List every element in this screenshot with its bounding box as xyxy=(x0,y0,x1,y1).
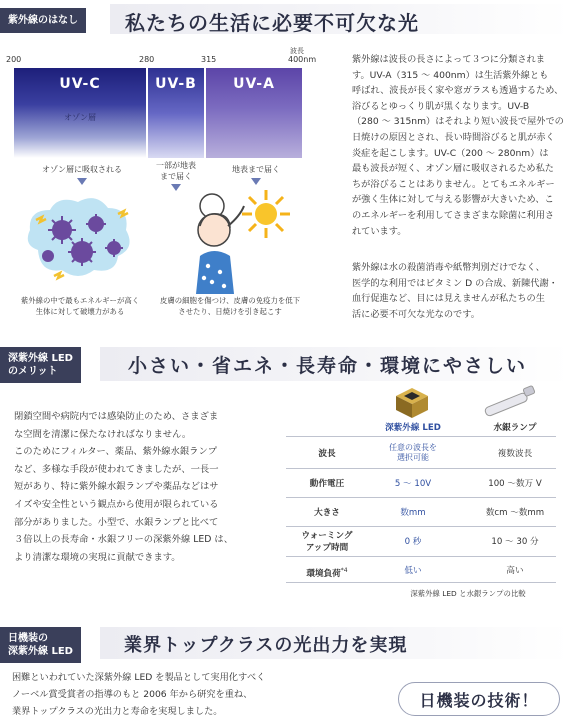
band-uvb-label: UV-B xyxy=(155,76,197,92)
text-line: ちが浴びることはありません。とてもエネルギー xyxy=(352,178,555,190)
text-line: ３倍以上の長寿命・水銀フリーの深紫外線 LED は、 xyxy=(14,534,233,546)
table-divider xyxy=(286,526,556,527)
section-tech-header xyxy=(0,624,570,664)
row-label-size: 大きさ xyxy=(314,508,340,518)
text-line: など、多様な手段が使われてきましたが、一長一 xyxy=(14,463,219,475)
row-label-warmup: ウォーミング アップ時間 xyxy=(301,531,353,553)
tick-315: 315 xyxy=(201,55,217,64)
row-label-environment-text: 環境負荷 xyxy=(306,568,341,579)
table-divider xyxy=(286,582,556,583)
mercury-lamp-icon xyxy=(480,384,540,418)
lamp-voltage: 100 ～数万 V xyxy=(488,479,542,489)
tick-200: 200 xyxy=(6,55,22,64)
band-uva-label: UV-A xyxy=(233,76,275,92)
led-warmup: 0 秒 xyxy=(404,537,422,547)
band-uvb xyxy=(148,68,204,158)
lamp-wavelength: 複数波長 xyxy=(497,449,533,459)
text-line: 部分がありました。小型で、水銀ランプと比べて xyxy=(14,516,219,528)
section-tag-line: のメリット xyxy=(8,366,58,377)
bacteria-illustration xyxy=(18,190,138,285)
row-label-voltage: 動作電圧 xyxy=(309,479,345,489)
bacteria-caption: 紫外線の中で最もエネルギーが高く 生体に対して破壊力がある xyxy=(20,296,140,316)
caption-uvc: オゾン層に吸収される xyxy=(42,165,122,174)
text-line: より清潔な環境の実現に貢献できます。 xyxy=(14,551,181,563)
led-size: 数mm xyxy=(400,508,426,518)
text-line: 呼ばれ、波長が長く家や窓ガラスも透過するため、 xyxy=(352,85,564,97)
text-line: 医学的な利用ではビタミン D の合成、新陳代謝・ xyxy=(352,277,558,289)
text-line: な空間を清潔に保たなければなりません。 xyxy=(14,428,192,440)
col-header-led: 深紫外線 LED xyxy=(385,423,441,433)
band-uvc xyxy=(14,68,146,158)
table-divider xyxy=(286,497,556,498)
section-uv-header xyxy=(0,0,570,40)
section-tag xyxy=(0,8,86,33)
led-voltage: 5 ～ 10V xyxy=(394,479,432,489)
sun-woman-icon xyxy=(178,186,290,294)
bacteria-icon xyxy=(18,190,138,285)
section-title: 業界トップクラスの光出力を実現 xyxy=(124,635,408,656)
section-tag-line: 深紫外線 LED xyxy=(8,646,73,657)
uv-paragraph-2 xyxy=(352,260,568,322)
table-divider xyxy=(286,468,556,469)
text-line: 活に必要不可欠な光なのです。 xyxy=(352,308,480,320)
tech-paragraph xyxy=(12,669,392,720)
text-line: 血行促進など、目には見えませんが私たちの生 xyxy=(352,293,545,305)
text-line: イズや安全性という観点から使用が限られている xyxy=(14,498,219,510)
band-uva xyxy=(206,68,302,158)
col-header-lamp: 水銀ランプ xyxy=(493,423,537,433)
text-line: のエネルギーを利用してさまざまな除菌に利用さ xyxy=(352,209,555,221)
section-title: 私たちの生活に必要不可欠な光 xyxy=(125,11,419,35)
led-chip-icon xyxy=(392,386,430,420)
tick-280: 280 xyxy=(139,55,155,64)
band-uvc-label: UV-C xyxy=(59,76,101,92)
lamp-environment: 高い xyxy=(506,566,524,576)
section-tag-text: 紫外線のはなし xyxy=(8,15,78,26)
lamp-size: 数cm ～数mm xyxy=(485,508,545,518)
text-line: このためにフィルター、薬品、紫外線水銀ランプ xyxy=(14,446,218,458)
wavelength-label: 波長 xyxy=(290,47,304,55)
section-tag-line: 日機装の xyxy=(8,633,48,644)
text-line: 困難といわれていた深紫外線 LED を製品として実用化すべく xyxy=(12,672,266,683)
table-caption: 深紫外線 LED と水銀ランプの比較 xyxy=(410,589,526,598)
section-tag xyxy=(0,627,81,663)
text-line: 閉鎖空間や病院内では感染防止のため、さまざま xyxy=(14,411,219,422)
sunburn-caption: 皮膚の細胞を傷つけ、皮膚の免疫力を低下 させたり、日焼けを引き起こす xyxy=(159,296,301,316)
table-divider xyxy=(286,436,556,437)
text-line: 浴びるとゆっくり肌が黒くなります。UV-B xyxy=(352,100,530,112)
section-tag-line: 深紫外線 LED xyxy=(8,353,73,364)
led-wavelength: 任意の波長を 選択可能 xyxy=(389,443,437,462)
uv-paragraph-1 xyxy=(352,52,568,239)
led-environment: 低い xyxy=(404,566,422,576)
caption-uvb: 一部が地表 まで届く xyxy=(156,161,196,181)
section-title: 小さい・省エネ・長寿命・環境にやさしい xyxy=(128,355,528,377)
tech-badge-text: 日機装の技術！ xyxy=(419,690,539,710)
text-line: （280 ～ 315nm）はそれより短い波長で屋外での xyxy=(352,116,564,128)
footnote-mark: *4 xyxy=(340,567,348,574)
led-paragraph xyxy=(14,408,244,566)
lamp-warmup: 10 ～ 30 分 xyxy=(491,537,539,547)
table-divider xyxy=(286,556,556,557)
text-line: れています。 xyxy=(352,225,407,237)
arrow-uva xyxy=(251,178,261,185)
text-line: す。UV-A（315 ～ 400nm）は生活紫外線とも xyxy=(352,69,549,81)
text-line: 紫外線は水の殺菌消毒や紙幣判別だけでなく、 xyxy=(352,262,545,273)
text-line: 最も波長が短く、オゾン層に吸収されるため私た xyxy=(352,163,554,175)
tech-badge xyxy=(398,682,560,716)
text-line: 日焼けの原因とされ、長い時間浴びると肌が赤く xyxy=(352,131,555,143)
row-label-environment xyxy=(292,566,362,579)
arrow-uvc xyxy=(77,178,87,185)
tick-400: 400nm xyxy=(288,55,317,64)
text-line: 炎症を起こします。UV-C（200 ～ 280nm）は xyxy=(352,147,549,159)
caption-uva: 地表まで届く xyxy=(232,165,280,174)
text-line: 紫外線は波長の長さによって３つに分類されま xyxy=(352,54,545,65)
text-line: 短があり、特に紫外線水銀ランプや薬品などはサ xyxy=(14,481,219,493)
text-line: 業界トップクラスの光出力と寿命を実現しました。 xyxy=(12,706,223,717)
ozone-label: オゾン層 xyxy=(64,113,96,122)
section-tag xyxy=(0,347,81,383)
section-led-header xyxy=(0,344,570,386)
row-label-wavelength: 波長 xyxy=(318,449,336,459)
text-line: ノーベル賞受賞者の指導のもと 2006 年から研究を重ね、 xyxy=(12,689,253,700)
sunburn-illustration xyxy=(178,186,290,294)
text-line: が強く生体に対して与える影響が大きいため、こ xyxy=(352,194,554,206)
